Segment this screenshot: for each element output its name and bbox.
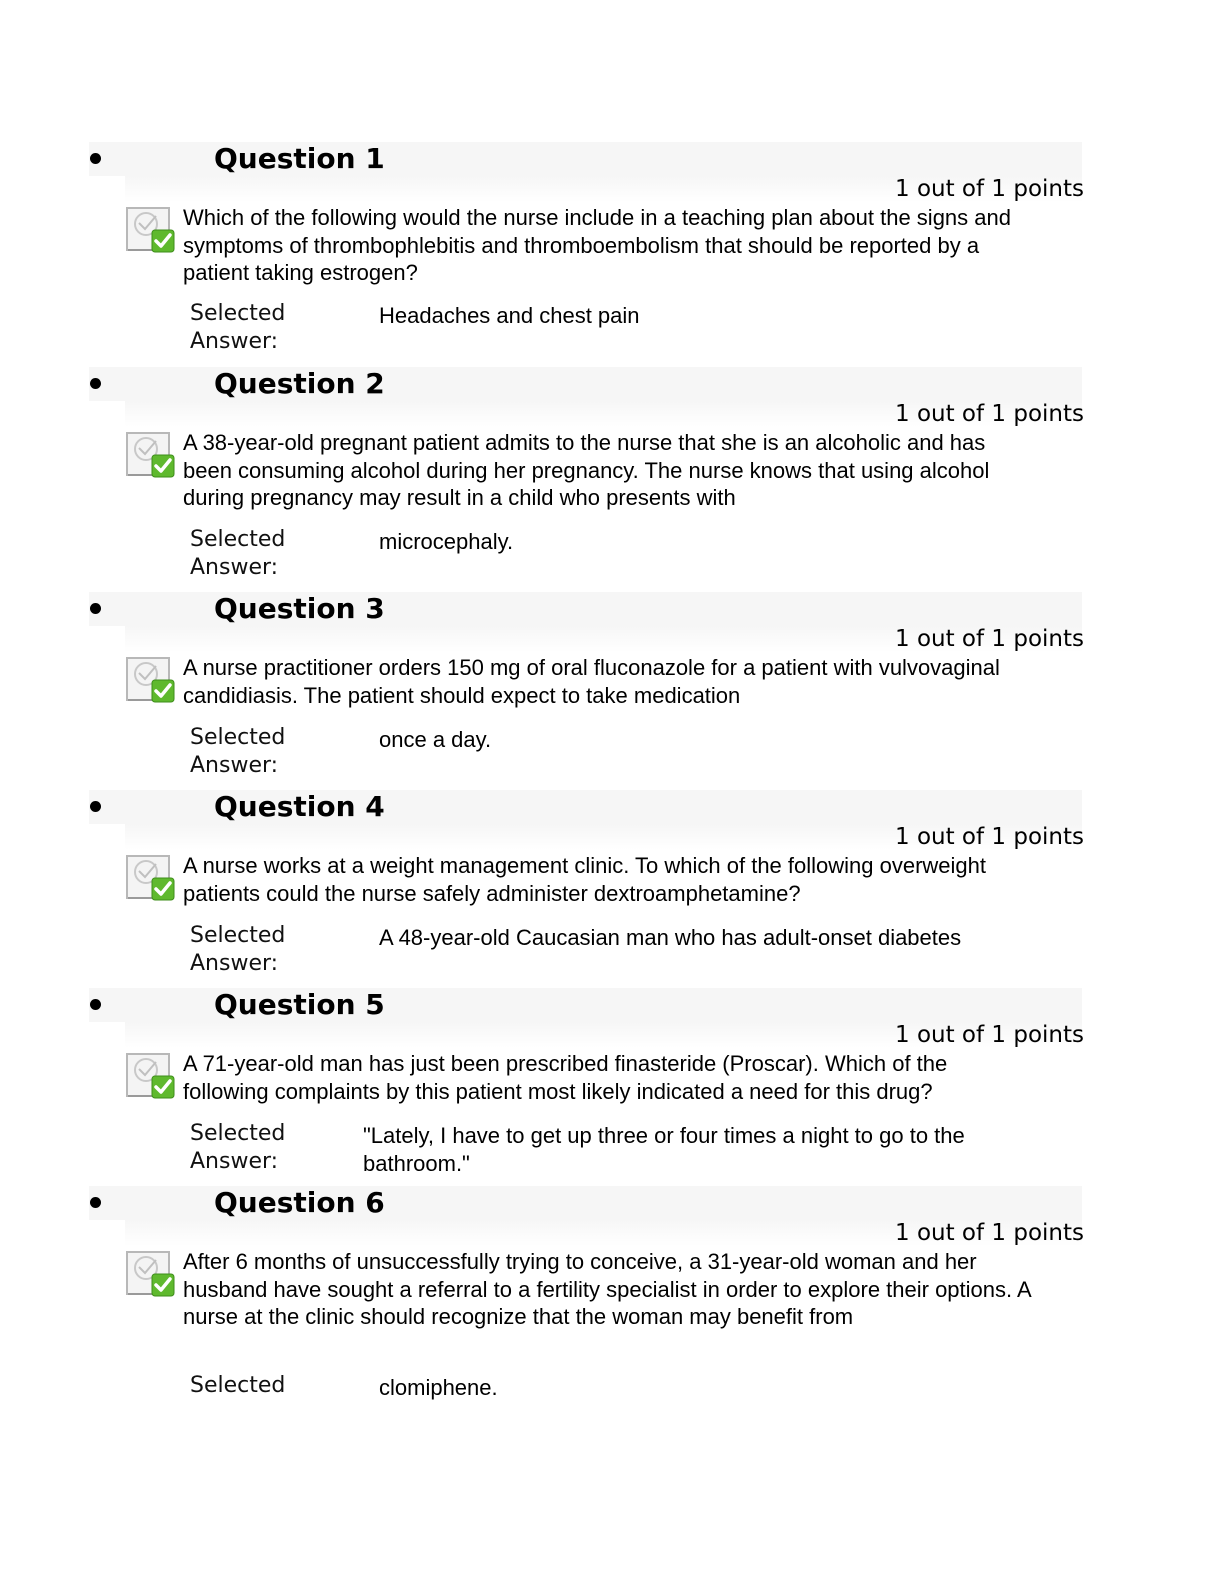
selected-answer-label: Selected Answer: (190, 923, 286, 976)
question-text: After 6 months of unsuccessfully trying to conceive, a 31-year-old woman and her husband have sought a referral to a fertility specialist in order to explore their options. A nurse at the clinic should recognize that the woman may benefit from (183, 1249, 1031, 1329)
selected-answer-label: Selected Answer: (190, 527, 286, 580)
question-text: A nurse practitioner orders 150 mg of oral fluconazole for a patient with vulvovaginal candidiasis. The patient should expect to take medication (183, 655, 1000, 708)
question-title: Question 6 (214, 1186, 385, 1219)
bullet-icon (90, 1197, 101, 1208)
bullet-icon (90, 153, 101, 164)
question-title: Question 2 (214, 367, 385, 400)
selected-answer-label: Selected (190, 1373, 286, 1398)
correct-check-icon (126, 656, 178, 704)
question-points: 1 out of 1 points (895, 626, 1084, 652)
selected-answer-label: Selected Answer: (190, 301, 286, 354)
selected-answer-value: clomiphene. (379, 1375, 498, 1400)
question-block-5 (0, 988, 1224, 1178)
question-title: Question 1 (214, 142, 385, 175)
question-block-1 (0, 142, 1224, 362)
correct-check-icon (126, 206, 178, 254)
question-points: 1 out of 1 points (895, 176, 1084, 202)
question-title: Question 3 (214, 592, 385, 625)
selected-answer-value: microcephaly. (379, 529, 514, 554)
bullet-icon (90, 603, 101, 614)
question-points: 1 out of 1 points (895, 824, 1084, 850)
selected-answer-value: "Lately, I have to get up three or four times a night to go to the bathroom." (363, 1123, 965, 1176)
question-title: Question 4 (214, 790, 385, 823)
bullet-icon (90, 999, 101, 1010)
question-text: A nurse works at a weight management clinic. To which of the following overweight patients could the nurse safely administer dextroamphetamine? (183, 853, 987, 906)
question-text: A 71-year-old man has just been prescribed finasteride (Proscar). Which of the following complaints by this patient most likely indicated a need for this drug? (183, 1051, 948, 1104)
correct-check-icon (126, 854, 178, 902)
selected-answer-label: Selected Answer: (190, 725, 286, 778)
question-text: Which of the following would the nurse include in a teaching plan about the signs and symptoms of thrombophlebitis and thromboembolism that should be reported by a patient taking estrogen? (183, 205, 1011, 285)
question-text: A 38-year-old pregnant patient admits to the nurse that she is an alcoholic and has been consuming alcohol during her pregnancy. The nurse knows that using alcohol during pregnancy may result in a child who presents with (183, 430, 990, 510)
question-title: Question 5 (214, 988, 385, 1021)
bullet-icon (90, 378, 101, 389)
correct-check-icon (126, 431, 178, 479)
question-block-4 (0, 790, 1224, 980)
question-block-6 (0, 1186, 1224, 1416)
selected-answer-label: Selected Answer: (190, 1121, 286, 1174)
question-points: 1 out of 1 points (895, 401, 1084, 427)
question-block-3 (0, 592, 1224, 782)
correct-check-icon (126, 1250, 178, 1298)
selected-answer-value: Headaches and chest pain (379, 303, 640, 328)
correct-check-icon (126, 1052, 178, 1100)
question-block-2 (0, 367, 1224, 587)
bullet-icon (90, 801, 101, 812)
question-points: 1 out of 1 points (895, 1220, 1084, 1246)
question-points: 1 out of 1 points (895, 1022, 1084, 1048)
selected-answer-value: A 48-year-old Caucasian man who has adult-onset diabetes (379, 925, 962, 950)
selected-answer-value: once a day. (379, 727, 492, 752)
